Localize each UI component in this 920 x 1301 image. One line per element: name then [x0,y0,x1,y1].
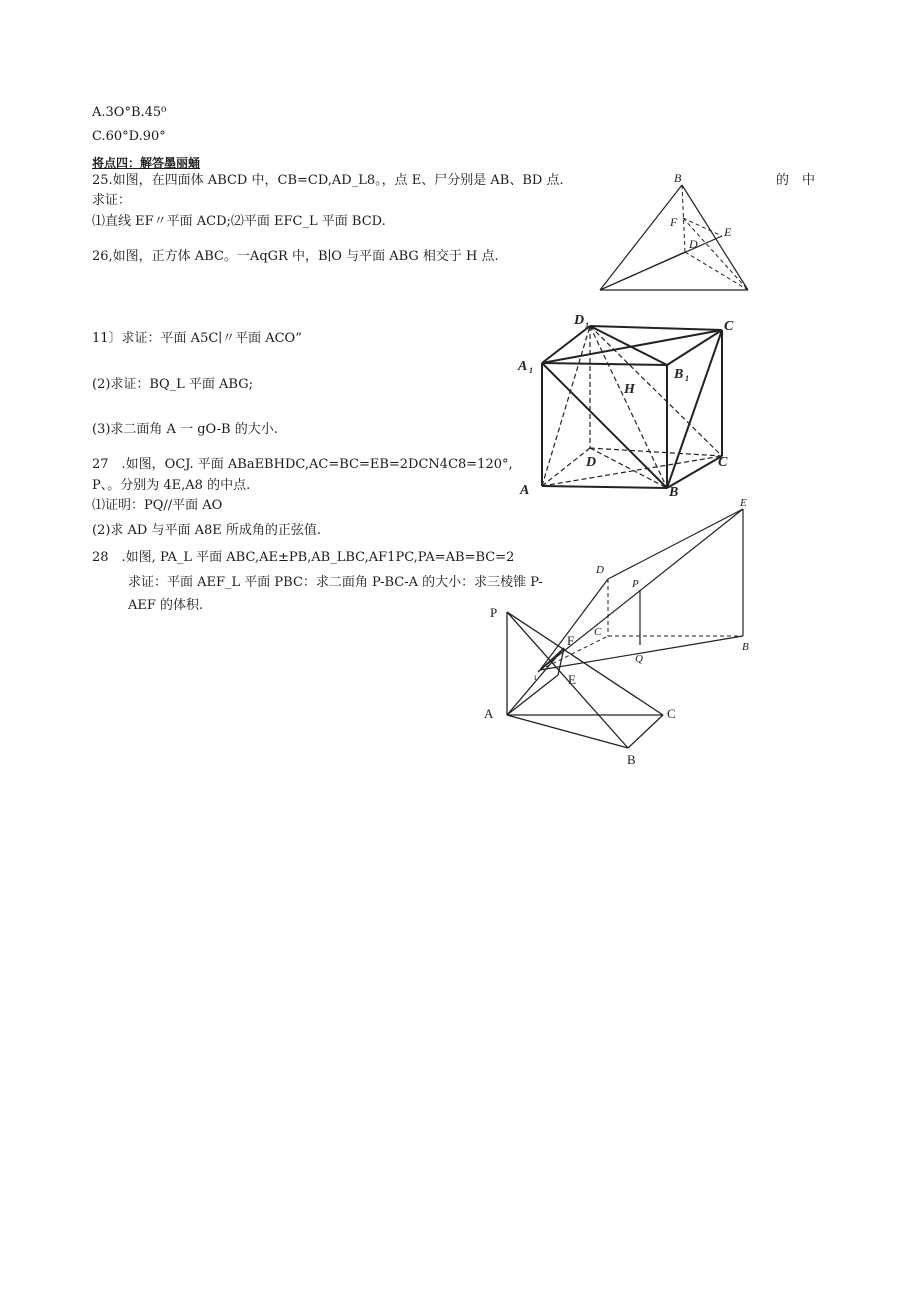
label-A1-sub: 1 [529,366,533,375]
q25-line-3: ⑴直线 EF〃平面 ACD;⑵平面 EFC_L 平面 BCD. [92,214,386,229]
label-C1: C [724,319,734,334]
edge-AB [542,486,667,488]
edge-D1C1 [590,326,722,330]
label-C: C [594,626,602,638]
q25-line-2: 求证： [92,193,132,208]
label-B1: B [674,367,684,382]
q28-line-1: 28 .如图, PA_L 平面 ABC,AE±PB,AB_LBC,AF1PC,PA=AB=BC=2 [92,550,515,565]
cube-figure [512,308,747,500]
edge-BC [628,715,663,748]
edge-A1D1 [542,326,590,363]
label-B: B [627,752,636,767]
q26-part-2: (2)求证：BQ_L 平面 ABG; [92,377,253,392]
q28-figure [480,600,690,770]
label-Q: Q [635,653,643,665]
q25-line-1: 25.如图，在四面体 ABCD 中，CB=CD,AD_L8。，点 E、尸分别是 AB、BD 点. [92,173,564,188]
label-B: B [669,485,679,500]
edge-FC-hidden [683,218,748,290]
q27-line-2: P、。分别为 4E,A8 的中点. [92,478,251,493]
edge-AB [507,715,628,748]
label-C: C [667,706,676,721]
label-P: P [490,605,498,620]
diag-BC1 [667,330,722,488]
diag-DB-hidden [590,448,667,488]
edge-FE-hidden [683,218,722,236]
edge-D-E [608,509,743,579]
diag-D1C-hidden [590,326,722,456]
q25-right-text: 的 中 [776,173,816,188]
label-D1: D [574,313,585,328]
option-line-1: A.3O°B.45⁰ [92,105,167,120]
label-A1: A [518,359,528,374]
label-F: F [567,633,575,648]
seg-AE [507,675,558,715]
label-F: F [670,215,678,229]
label-B: B [674,171,682,185]
edge-DC-hidden [590,448,722,456]
label-C: C [718,455,728,470]
label-A: A [484,706,494,721]
edge-A1B1 [542,363,667,365]
q27-line-1: 27 .如图，OCJ. 平面 ABaEBHDC,AC=BC=EB=2DCN4C8=120°, [92,457,513,472]
diag-A1B [542,363,667,488]
label-B: B [742,641,749,653]
label-E: E [568,672,576,687]
q26-part-1: 11〕求证：平面 A5C∣〃平面 ACO” [92,331,302,346]
label-D: D [586,455,597,470]
edge-AD [600,252,685,290]
label-A: A [520,483,530,498]
section-heading: 将点四：解答墨丽蛹 [92,156,201,170]
label-D: D [689,237,698,251]
label-B1-sub: 1 [685,374,689,383]
q28-line-2: 求证：平面 AEF_L 平面 PBC：求二面角 P-BC-A 的大小：求三棱锥 P- [128,575,543,590]
diag-D1B1 [590,326,667,365]
label-H: H [624,382,635,397]
edge-BA [600,185,682,290]
q28-line-3: AEF 的体积. [128,598,204,613]
label-small-a: ı [534,672,537,682]
label-P: P [632,578,639,590]
label-D1-sub: 1 [585,321,589,330]
q26-part-3: (3)求二面角 A 一 gO-B 的大小. [92,422,278,437]
edge-DC-hidden [685,252,748,290]
option-line-2: C.60°D.90° [92,129,166,144]
q27-line-4: (2)求 AD 与平面 A8E 所成角的正弦值. [92,523,322,538]
tetrahedron-figure [590,170,760,300]
q26-line-1: 26,如图，正方体 ABC。一AqGR 中，B∣O 与平面 ABG 相交于 H 点. [92,249,499,264]
label-E: E [740,497,747,509]
label-D: D [596,564,604,576]
label-E: E [724,225,732,239]
diag-D1B-hidden [590,326,667,488]
diag-AD1-hidden [542,326,590,486]
q27-line-3: ⑴证明：PQ//平面 AO [92,498,223,513]
edge-AD-hidden [542,448,590,486]
